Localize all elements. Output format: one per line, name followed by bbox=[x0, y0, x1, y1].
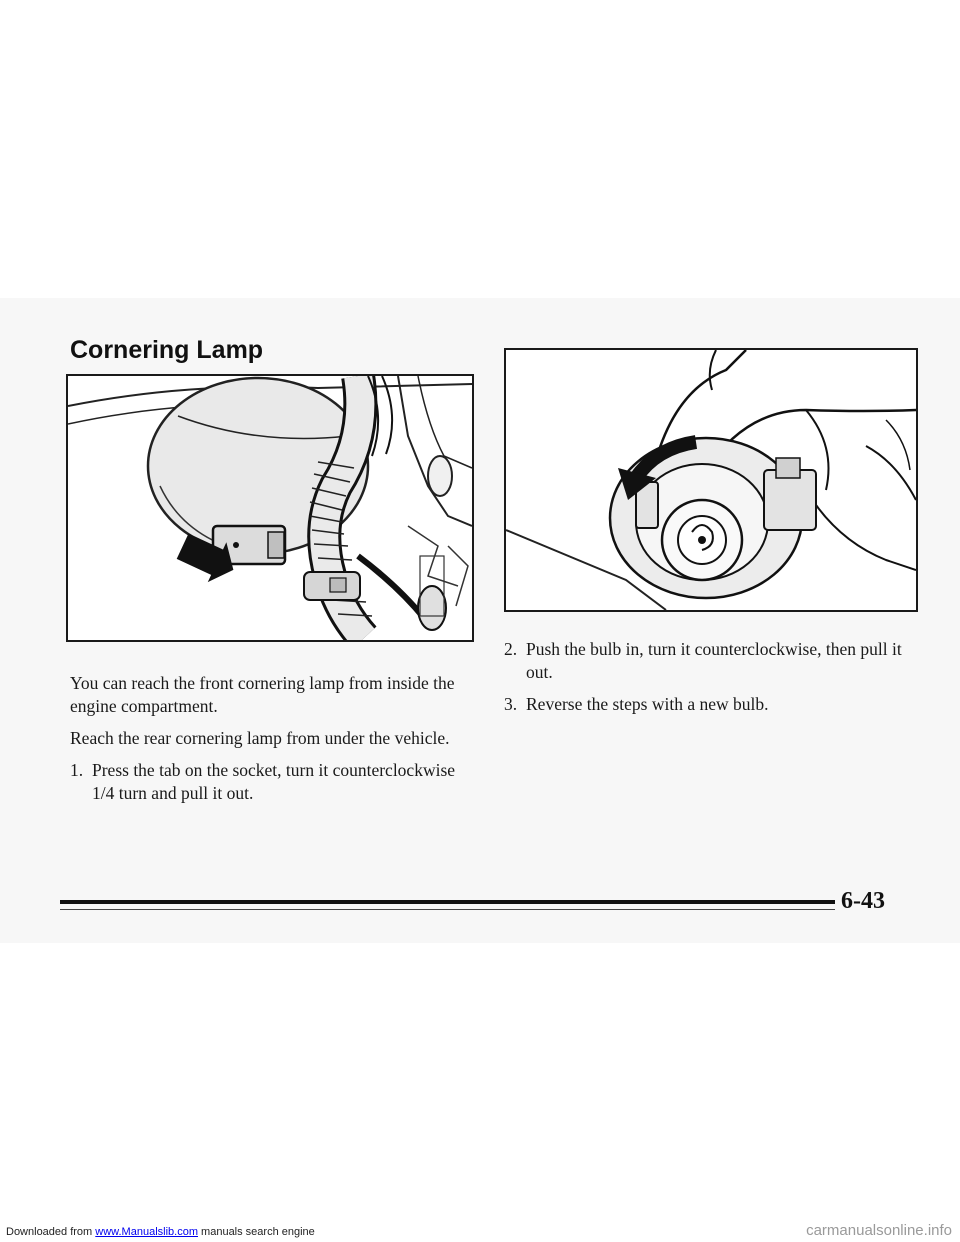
step-2-text: Push the bulb in, turn it counterclockwise, then pull it out. bbox=[526, 639, 902, 682]
engine-compartment-drawing bbox=[68, 376, 472, 640]
step-1 bbox=[70, 759, 470, 805]
footer-rule-thick bbox=[60, 900, 835, 904]
page-number: 6-43 bbox=[841, 888, 885, 914]
rear-lamp-access-paragraph: Reach the rear cornering lamp from under the vehicle. bbox=[70, 728, 450, 748]
step-3 bbox=[504, 693, 914, 716]
front-lamp-access-paragraph: You can reach the front cornering lamp from inside the engine compartment. bbox=[70, 673, 455, 716]
manualslib-link[interactable]: www.Manualslib.com bbox=[95, 1226, 198, 1238]
footer-suffix: manuals search engine bbox=[201, 1226, 315, 1238]
left-column-text bbox=[70, 672, 470, 814]
step-3-number: 3. bbox=[504, 694, 518, 714]
step-2-number: 2. bbox=[504, 639, 518, 659]
step-2 bbox=[504, 638, 914, 684]
footer-rule-thin bbox=[60, 909, 835, 910]
footer-prefix: Downloaded from bbox=[6, 1226, 93, 1238]
step-1-number: 1. bbox=[70, 760, 84, 780]
cornering-lamp-engine-illustration bbox=[66, 374, 474, 642]
bulb-removal-illustration bbox=[504, 348, 918, 612]
step-3-text: Reverse the steps with a new bulb. bbox=[526, 694, 769, 714]
download-footer bbox=[6, 1226, 315, 1238]
hand-turning-socket-drawing bbox=[506, 350, 916, 610]
carmanualsonline-watermark: carmanualsonline.info bbox=[806, 1222, 952, 1239]
step-1-text: Press the tab on the socket, turn it counterclockwise 1/4 turn and pull it out. bbox=[92, 760, 456, 803]
right-column-text bbox=[504, 638, 914, 725]
section-title: Cornering Lamp bbox=[70, 336, 264, 364]
